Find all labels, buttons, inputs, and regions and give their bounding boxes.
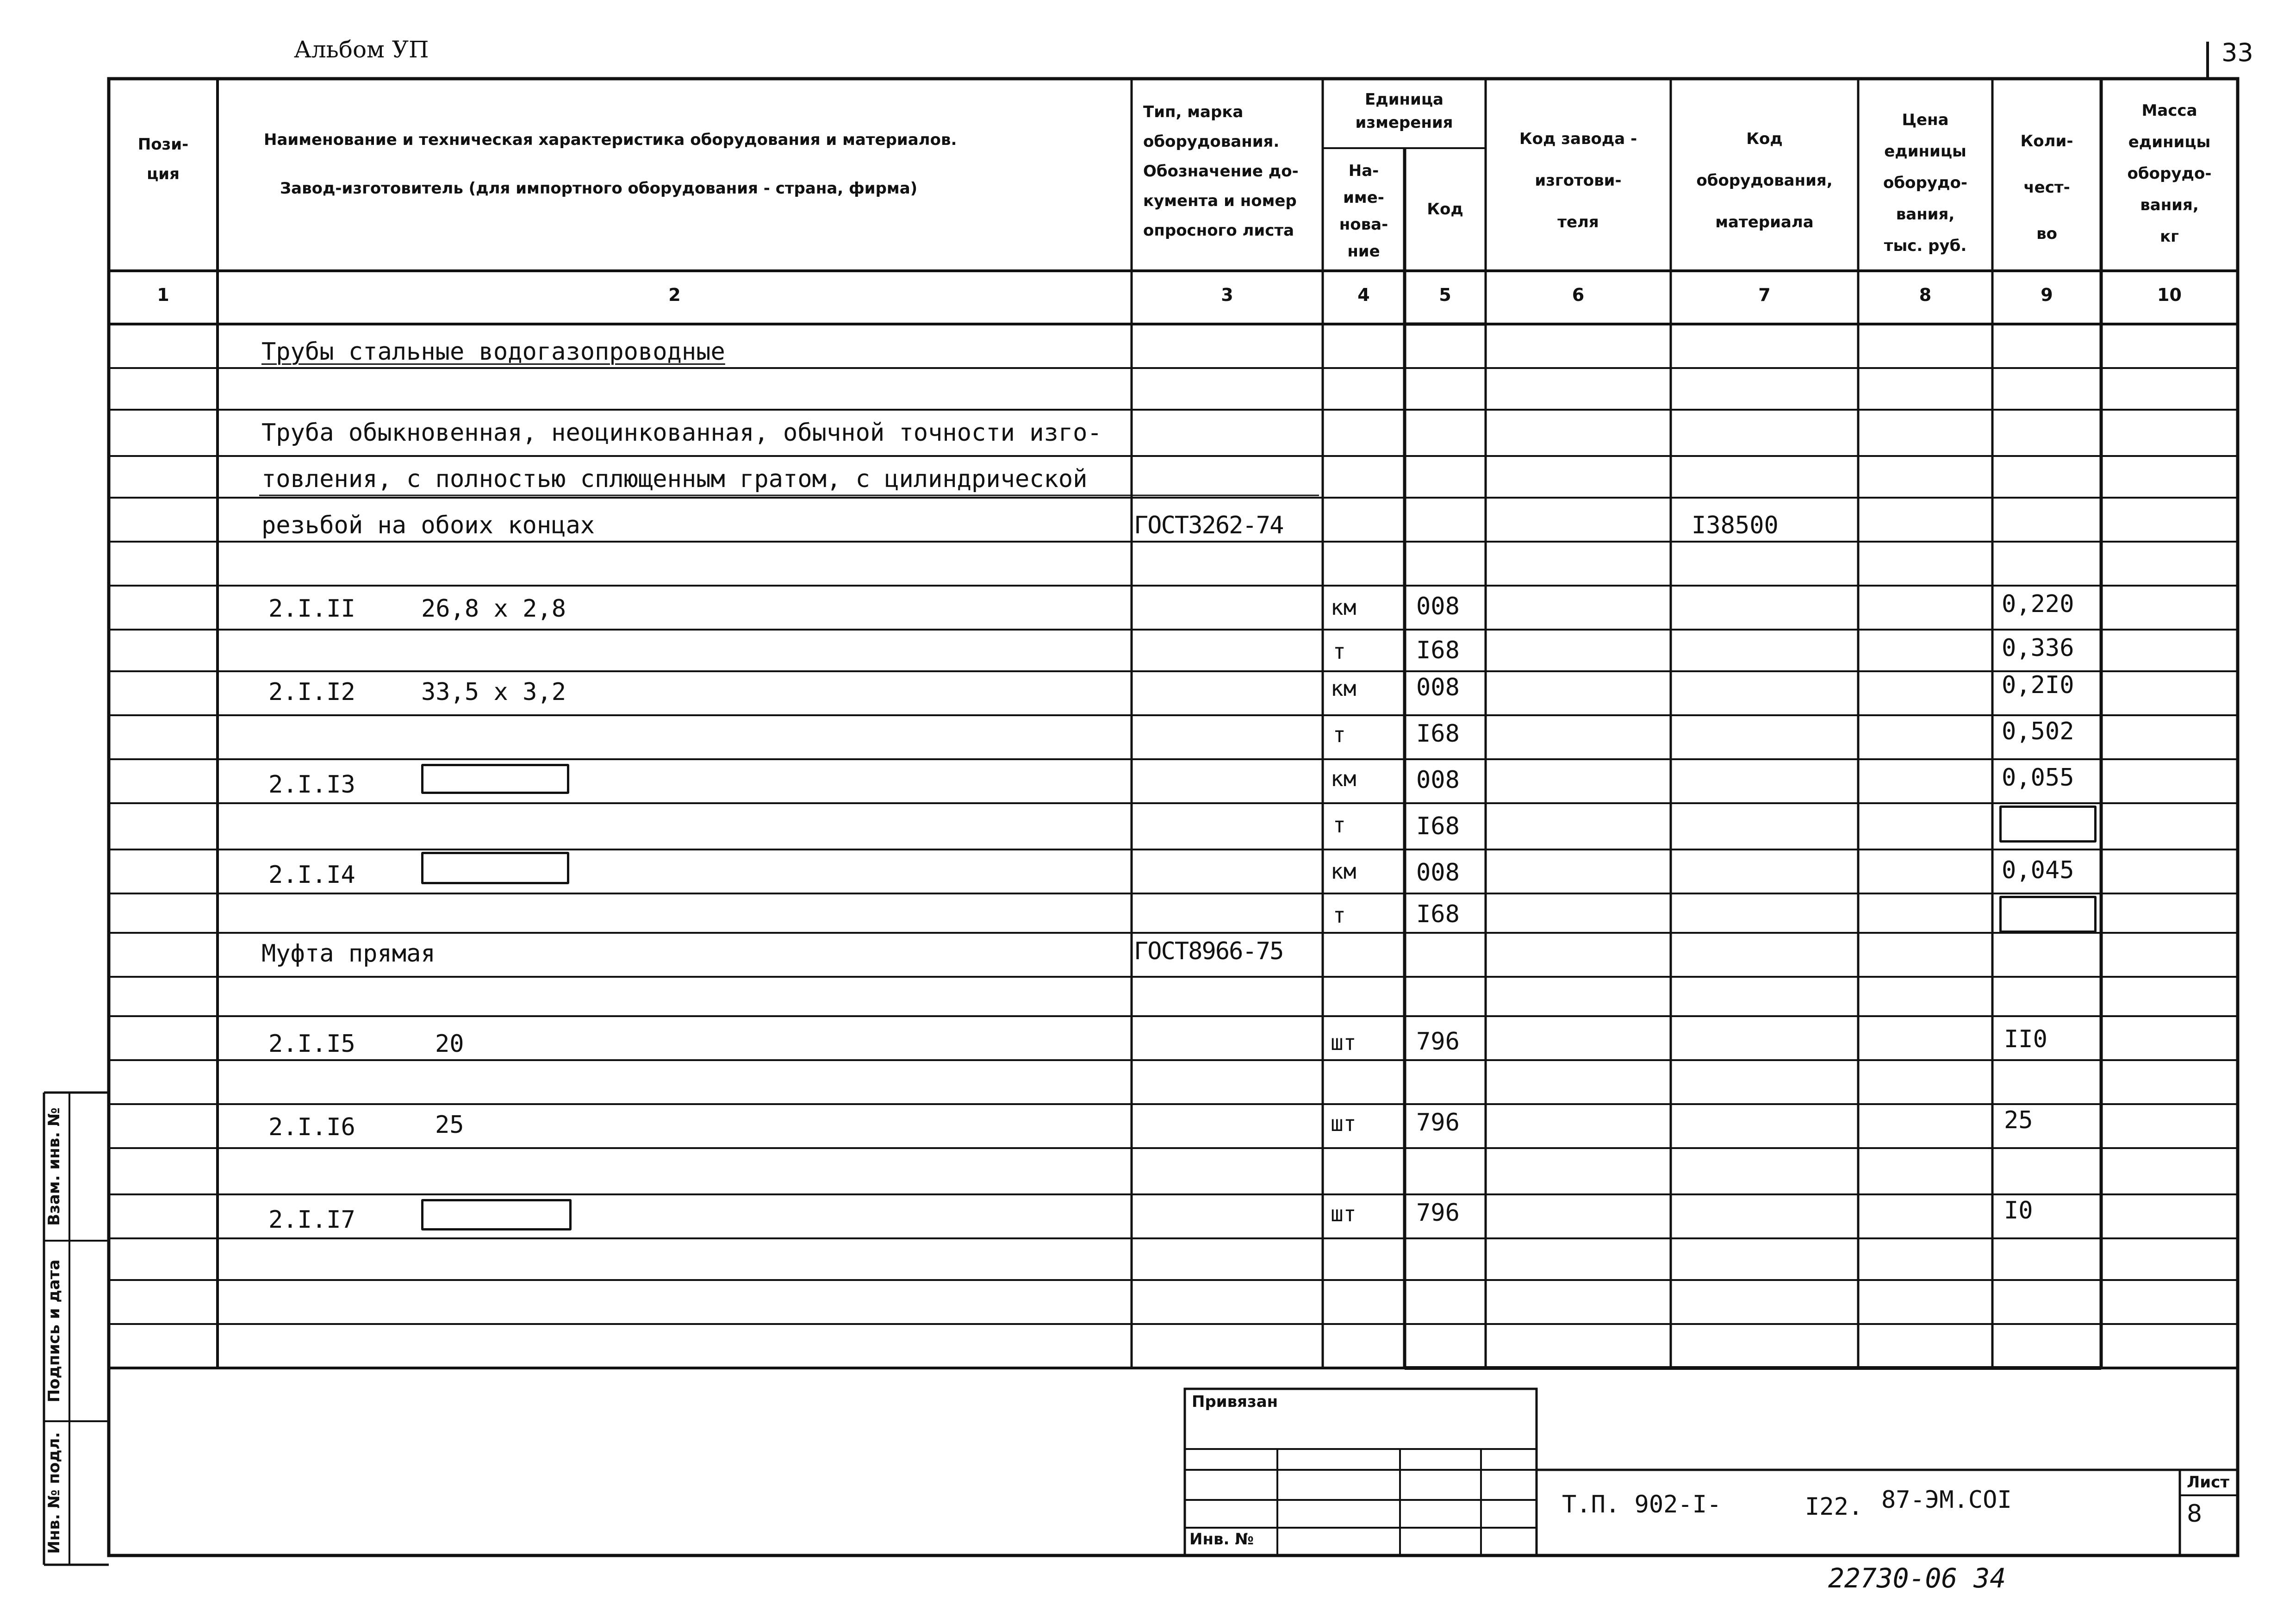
position-2-1-16: 2.I.I6 bbox=[268, 1113, 355, 1141]
position-2-1-17: 2.I.I7 bbox=[268, 1206, 355, 1234]
unit-2-1-14-km: км bbox=[1331, 859, 1356, 884]
section-title-coupling: Муфта прямая bbox=[261, 940, 436, 968]
page-number: 33 bbox=[2221, 38, 2253, 67]
sheet-number: 8 bbox=[2187, 1500, 2203, 1528]
pipe-material-code: I38500 bbox=[1692, 512, 1779, 539]
unit-2-1-16: шт bbox=[1331, 1111, 1356, 1136]
sheet-label: Лист bbox=[2187, 1473, 2229, 1492]
size-2-1-15: 20 bbox=[435, 1030, 464, 1058]
document-code-part1: Т.П. 902-I- bbox=[1562, 1491, 1722, 1518]
code-2-1-12-km: 008 bbox=[1416, 674, 1460, 701]
unit-2-1-13-km: км bbox=[1331, 766, 1356, 791]
header-name-line1: Наименование и техническая характеристика оборудования и материалов. bbox=[264, 131, 957, 149]
qty-2-1-11-km: 0,220 bbox=[2002, 590, 2074, 618]
redacted-size-2-1-17 bbox=[421, 1199, 572, 1230]
document-code-part2: I22. bbox=[1805, 1493, 1863, 1521]
col-number-4: 4 bbox=[1357, 285, 1370, 305]
code-2-1-13-t: I68 bbox=[1416, 812, 1460, 840]
header-maker-code: Код завода - изготови- теля bbox=[1519, 130, 1637, 231]
unit-2-1-12-km: км bbox=[1331, 676, 1356, 701]
pipe-description-line2: товления, с полностью сплющенным гратом, с цилиндрической bbox=[261, 465, 1088, 493]
qty-2-1-12-km: 0,2I0 bbox=[2002, 671, 2074, 699]
side-label-signature-date: Подпись и дата bbox=[45, 1259, 63, 1403]
code-2-1-16: 796 bbox=[1416, 1109, 1460, 1137]
pipe-description-line1: Труба обыкновенная, неоцинкованная, обычной точности изго- bbox=[261, 419, 1102, 447]
inventory-number-label: Инв. № bbox=[1189, 1530, 1254, 1549]
header-unit-code: Код bbox=[1427, 200, 1463, 219]
code-2-1-13-km: 008 bbox=[1416, 766, 1460, 794]
col-number-6: 6 bbox=[1572, 285, 1585, 305]
position-2-1-13: 2.I.I3 bbox=[268, 771, 355, 799]
side-label-replacement-inv: Взам. инв. № bbox=[45, 1107, 63, 1226]
qty-2-1-11-t: 0,336 bbox=[2002, 634, 2074, 662]
col-number-9: 9 bbox=[2041, 285, 2053, 305]
code-2-1-12-t: I68 bbox=[1416, 720, 1460, 748]
size-2-1-12: 33,5 x 3,2 bbox=[421, 678, 566, 706]
position-2-1-14: 2.I.I4 bbox=[268, 861, 355, 889]
col-number-8: 8 bbox=[1919, 285, 1932, 305]
qty-2-1-12-t: 0,502 bbox=[2002, 718, 2074, 745]
col-number-7: 7 bbox=[1758, 285, 1771, 305]
archive-stamp-number: 22730-06 34 bbox=[1828, 1562, 2006, 1594]
code-2-1-15: 796 bbox=[1416, 1028, 1460, 1056]
header-mass: Масса единицы оборудо- вания, кг bbox=[2127, 101, 2212, 246]
size-2-1-16: 25 bbox=[435, 1111, 464, 1139]
header-position: Пози- ция bbox=[137, 135, 189, 183]
code-2-1-11-t: I68 bbox=[1416, 637, 1460, 664]
header-unit-group: Единица измерения bbox=[1355, 90, 1453, 132]
unit-2-1-13-t: т bbox=[1333, 812, 1346, 837]
document-code-part3: 87-ЭМ.COI bbox=[1881, 1486, 2012, 1514]
code-2-1-17: 796 bbox=[1416, 1199, 1460, 1227]
code-2-1-11-km: 008 bbox=[1416, 593, 1460, 620]
header-price: Цена единицы оборудо- вания, тыс. руб. bbox=[1883, 111, 1967, 255]
qty-2-1-15: II0 bbox=[2004, 1025, 2047, 1053]
header-quantity: Коли- чест- во bbox=[2020, 132, 2073, 243]
redacted-size-2-1-13 bbox=[421, 764, 569, 794]
redacted-size-2-1-14 bbox=[421, 852, 569, 884]
qty-2-1-14-km: 0,045 bbox=[2002, 856, 2074, 884]
unit-2-1-17: шт bbox=[1331, 1201, 1356, 1226]
col-number-5: 5 bbox=[1439, 285, 1451, 305]
col-number-2: 2 bbox=[668, 285, 681, 305]
position-2-1-12: 2.I.I2 bbox=[268, 678, 355, 706]
size-2-1-11: 26,8 x 2,8 bbox=[421, 595, 566, 623]
col-number-10: 10 bbox=[2157, 285, 2182, 305]
pipe-gost: ГОСТ3262-74 bbox=[1134, 512, 1283, 539]
unit-2-1-11-km: км bbox=[1331, 595, 1356, 620]
redacted-qty-2-1-14-t bbox=[1999, 896, 2097, 933]
section-title-pipes: Трубы стальные водогазопроводные bbox=[261, 338, 725, 366]
code-2-1-14-km: 008 bbox=[1416, 859, 1460, 887]
header-equipment-code: Код оборудования, материала bbox=[1696, 130, 1833, 231]
unit-2-1-15: шт bbox=[1331, 1030, 1356, 1055]
header-type: Тип, марка оборудования. Обозначение до- кумента и номер опросного листа bbox=[1143, 103, 1299, 240]
album-title: Альбом УП bbox=[294, 36, 429, 63]
unit-2-1-12-t: т bbox=[1333, 722, 1346, 747]
bound-label: Привязан bbox=[1192, 1393, 1278, 1411]
qty-2-1-13-km: 0,055 bbox=[2002, 764, 2074, 792]
position-2-1-15: 2.I.I5 bbox=[268, 1030, 355, 1058]
qty-2-1-16: 25 bbox=[2004, 1106, 2033, 1134]
qty-2-1-17: I0 bbox=[2004, 1197, 2033, 1224]
col-number-3: 3 bbox=[1221, 285, 1233, 305]
unit-2-1-14-t: т bbox=[1333, 903, 1346, 928]
redacted-qty-2-1-13-t bbox=[1999, 806, 2097, 843]
header-name-line2: Завод-изготовитель (для импортного оборудования - страна, фирма) bbox=[280, 179, 918, 198]
coupling-gost: ГОСТ8966-75 bbox=[1134, 937, 1283, 965]
unit-2-1-11-t: т bbox=[1333, 639, 1346, 664]
col-number-1: 1 bbox=[157, 285, 169, 305]
pipe-description-line3: резьбой на обоих концах bbox=[261, 512, 595, 539]
code-2-1-14-t: I68 bbox=[1416, 900, 1460, 928]
side-label-original-inv: Инв. № подл. bbox=[45, 1432, 63, 1554]
position-2-1-11: 2.I.II bbox=[268, 595, 355, 623]
header-unit-name: На- име- нова- ние bbox=[1339, 162, 1388, 261]
